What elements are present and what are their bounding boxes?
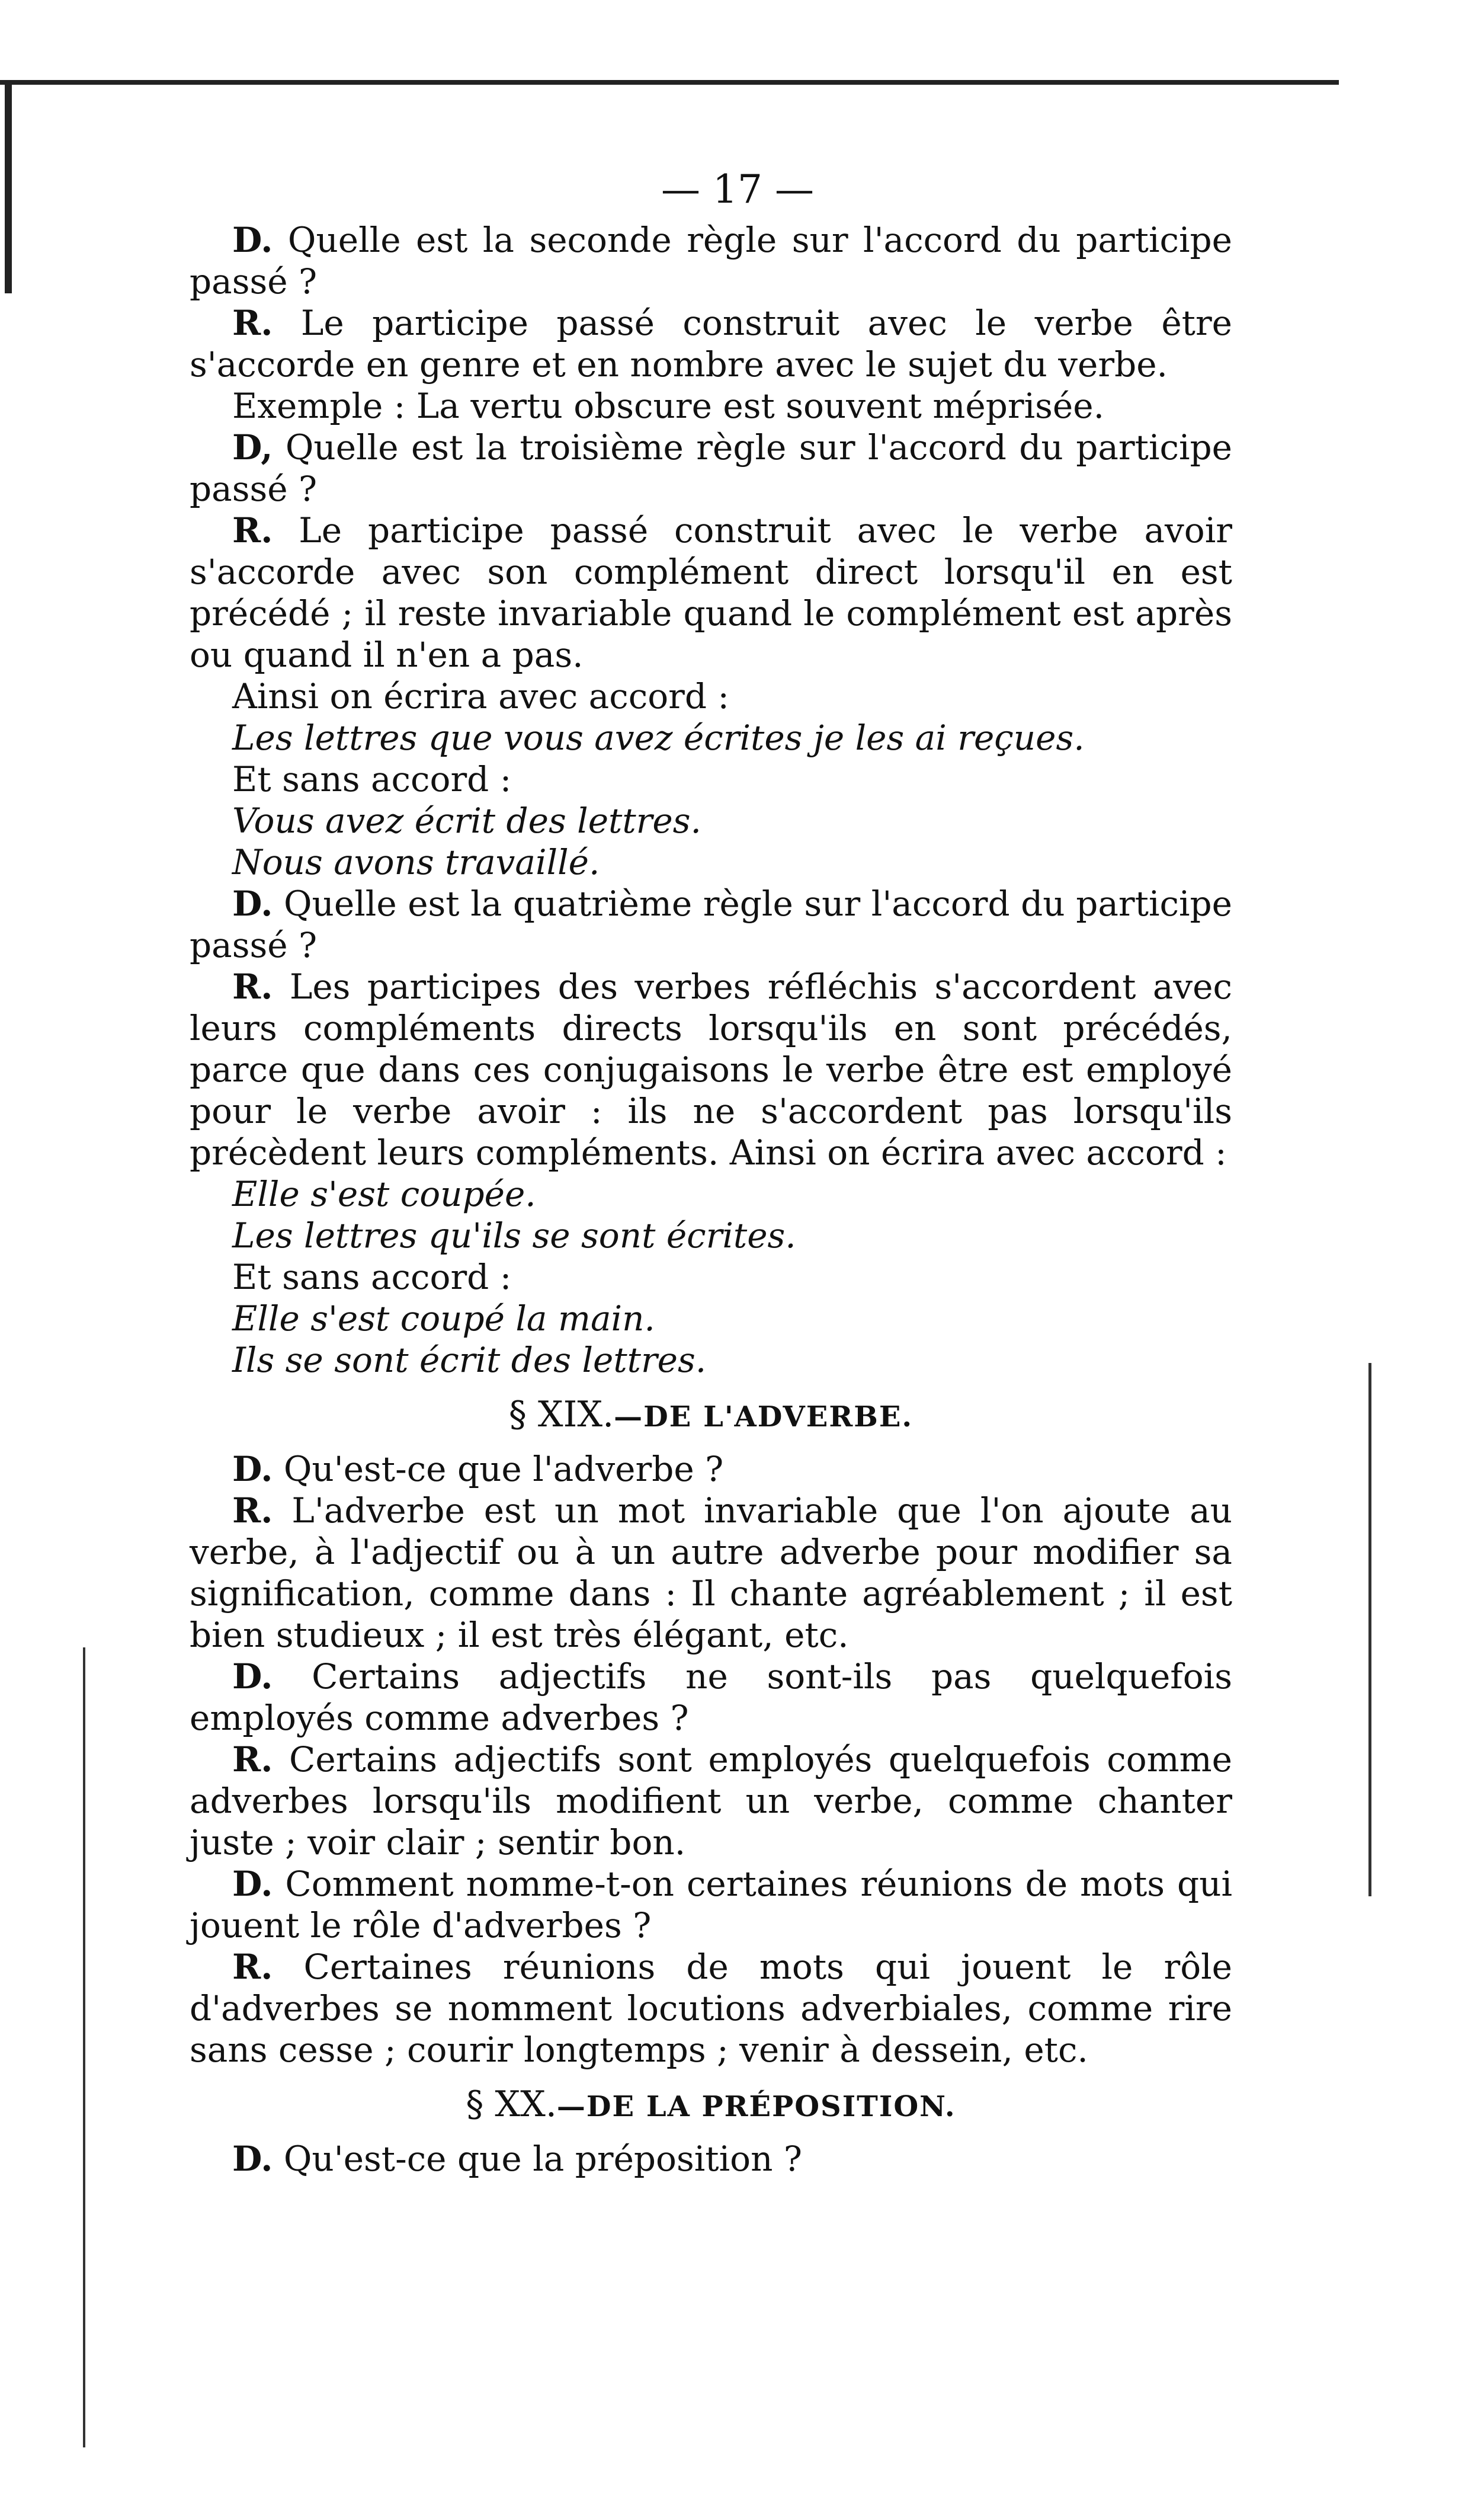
question <box>190 1863 1232 1946</box>
question <box>190 427 1232 510</box>
qa-label: D. <box>232 884 273 924</box>
example-line: Ainsi on écrira avec accord : <box>232 676 729 716</box>
example-line: Et sans accord : <box>232 759 512 799</box>
qa-text: Les participes des verbes réfléchis s'accordent avec leurs compléments directs lorsqu'ils en sont précédés, parce que dans ces conjugaisons le verbe être est employé pour le verbe avoir : ils ne s'accordent pas lorsqu'ils précèdent leurs compléments. Ainsi on écrira avec accord : <box>190 967 1232 1173</box>
question <box>190 883 1232 966</box>
answer <box>190 510 1232 676</box>
section-heading-preposition <box>190 2084 1232 2127</box>
qa-label: R. <box>232 1739 273 1780</box>
qa-label: D. <box>232 1656 273 1697</box>
qa-label: R. <box>232 510 273 551</box>
qa-label: D. <box>232 1864 273 1904</box>
qa-label: D. <box>232 220 273 260</box>
answer <box>190 966 1232 1173</box>
answer <box>190 1946 1232 2071</box>
qa-text: Le participe passé construit avec le verbe avoir s'accorde avec son complément direct lorsqu'il en est précédé ; il reste invariable quand le complément est après ou quand il n'en a pas. <box>190 510 1232 675</box>
qa-label: R. <box>232 1947 273 1987</box>
qa-label: D. <box>232 1449 273 1489</box>
top-rule <box>0 80 1339 85</box>
qa-label: R. <box>232 967 273 1007</box>
qa-text: Comment nomme-t-on certaines réunions de mots qui jouent le rôle d'adverbes ? <box>190 1864 1232 1945</box>
example-line: Nous avons travaillé. <box>232 842 600 882</box>
qa-text: Le participe passé construit avec le verbe être s'accorde en genre et en nombre avec le sujet du verbe. <box>190 303 1233 385</box>
example-line: Vous avez écrit des lettres. <box>232 801 701 841</box>
qa-text: Qu'est-ce que l'adverbe ? <box>283 1449 724 1489</box>
left-margin-line <box>83 1647 85 2447</box>
qa-text: Certains adjectifs ne sont-ils pas quelquefois employés comme adverbes ? <box>190 1656 1233 1738</box>
example-line: Ils se sont écrit des lettres. <box>232 1340 707 1380</box>
left-rule <box>5 80 12 293</box>
answer <box>190 1490 1232 1656</box>
example-line: Elle s'est coupé la main. <box>232 1298 655 1339</box>
qa-label: R. <box>232 1490 273 1531</box>
qa-text: Certaines réunions de mots qui jouent le rôle d'adverbes se nomment locutions adverbiales, comme rire sans cesse ; courir longtemps ; venir à dessein, etc. <box>190 1947 1232 2070</box>
section-title: —DE LA PRÉPOSITION. <box>556 2090 956 2123</box>
section-title: —DE L'ADVERBE. <box>614 1400 914 1433</box>
right-margin-line <box>1368 1363 1371 1896</box>
qa-text: Quelle est la troisième règle sur l'accord du participe passé ? <box>190 427 1233 509</box>
qa-text: Qu'est-ce que la préposition ? <box>283 2139 802 2179</box>
qa-text: Certains adjectifs sont employés quelquefois comme adverbes lorsqu'ils modifient un verbe, comme chanter juste ; voir clair ; sentir bon. <box>190 1739 1233 1863</box>
question <box>190 1656 1232 1739</box>
example-line: Et sans accord : <box>232 1257 512 1297</box>
example-line: Les lettres que vous avez écrites je les ai reçues. <box>232 718 1085 758</box>
section-heading-adverbe <box>190 1394 1232 1438</box>
example-line: Elle s'est coupée. <box>232 1174 536 1214</box>
example-line: Les lettres qu'ils se sont écrites. <box>232 1215 796 1256</box>
section-mark: § XX. <box>466 2084 557 2125</box>
qa-label: D. <box>232 2139 273 2179</box>
page-number: — 17 — <box>661 167 814 212</box>
section-mark: § XIX. <box>508 1394 614 1435</box>
book-page <box>190 160 1232 2180</box>
qa-text: Quelle est la seconde règle sur l'accord du participe passé ? <box>190 220 1233 302</box>
qa-text: Quelle est la quatrième règle sur l'accord du participe passé ? <box>190 884 1232 965</box>
answer <box>190 1739 1232 1863</box>
example-line: Exemple : La vertu obscure est souvent méprisée. <box>232 386 1105 426</box>
qa-label: R. <box>232 303 273 343</box>
question <box>190 2138 1232 2180</box>
question <box>190 219 1232 302</box>
qa-text: L'adverbe est un mot invariable que l'on ajoute au verbe, à l'adjectif ou à un autre adverbe pour modifier sa signification, comme dans : Il chante agréablement ; il est bien studieux ; il est très élégant, etc. <box>190 1490 1233 1655</box>
qa-label: D, <box>232 427 273 468</box>
answer <box>190 302 1232 385</box>
question <box>190 1448 1232 1490</box>
